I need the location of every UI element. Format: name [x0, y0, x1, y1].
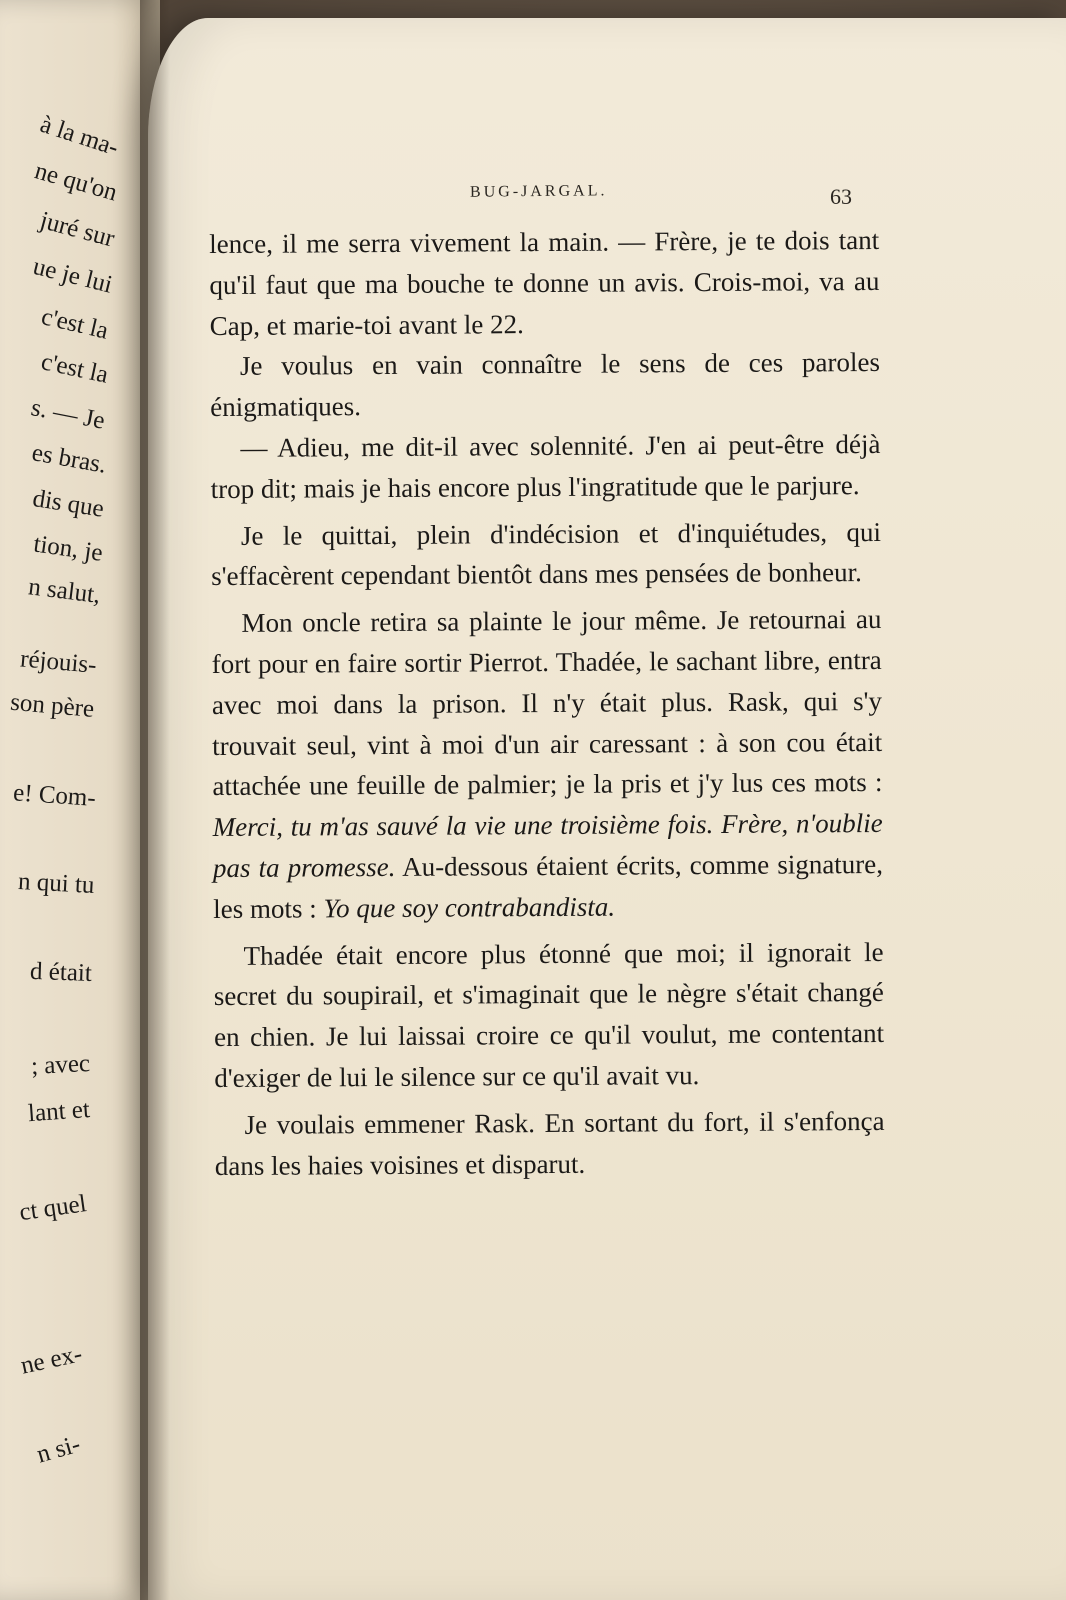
left-line: n qui tu: [17, 868, 95, 899]
left-line: à la ma-: [37, 110, 123, 162]
left-line: réjouis-: [18, 645, 98, 679]
running-head: BUG-JARGAL.: [469, 182, 608, 201]
left-line: ne ex-: [18, 1340, 85, 1380]
left-line: ue je lui: [30, 252, 116, 299]
paragraph: lence, il me serra vivement la main. — Frère, je te dois tant qu'il faut que ma bouche te donne un avis. Crois-moi, va au Cap, et marie-toi avant le 22.: [209, 224, 880, 341]
left-line: c'est la: [39, 303, 112, 345]
left-line: es bras.: [29, 439, 109, 479]
paragraph: — Adieu, me dit-il avec solennité. J'en ai peut-être déjà trop dit; mais je hais encore plus l'ingratitude que le parjure.: [210, 428, 881, 504]
left-line: dis que: [31, 484, 107, 523]
paragraph: Je voulais emmener Rask. En sortant du fort, il s'enfonça dans les haies voisines et disparut.: [214, 1105, 885, 1181]
paragraph-text: Au-dessous étaient écrits, comme signature, les mots :: [213, 848, 884, 924]
left-line: juré sur: [37, 206, 118, 253]
paragraph-text: Mon oncle retira sa plainte le jour même. Je retournai au fort pour en faire sortir Pierrot. Thadée, le sachant libre, entra avec moi dans la prison. Il n'y était plus. Rask, qui s'y trouvait seul, vint à moi d'un air caressant : à son cou était attachée une feuille de palmier; je la pris et j'y lus ces mots :: [211, 604, 883, 802]
left-line: c'est la: [39, 348, 111, 389]
left-page: [0, 0, 160, 1600]
left-line: n si-: [34, 1430, 84, 1469]
body-text: [209, 220, 885, 1186]
left-line: tion, je: [31, 530, 104, 567]
signature: Yo que soy contrabandista.: [323, 891, 616, 924]
left-line: son père: [9, 688, 96, 723]
gutter-shadow: [140, 0, 170, 1600]
left-line: e! Com-: [12, 779, 97, 812]
paragraph: Je voulus en vain connaître le sens de ces paroles énigmatiques.: [210, 347, 881, 423]
left-line: n salut,: [26, 573, 102, 609]
paragraph: Thadée était encore plus étonné que moi; il ignorait le secret du soupirail, et s'imaginait que le nègre s'était changé en chien. Je lui laissai croire ce qu'il voulut, me contentant d'exiger de lui le silence sur ce qu'il avait vu.: [213, 936, 885, 1093]
left-line: ; avec: [30, 1050, 91, 1081]
left-line: s. — Je: [28, 394, 107, 435]
paragraph: [211, 599, 883, 929]
left-line: lant et: [27, 1096, 91, 1128]
page-number: 63: [830, 184, 852, 209]
left-line: ct quel: [17, 1190, 88, 1227]
paragraph: Je le quittai, plein d'indécision et d'inquiétudes, qui s'effacèrent cependant bientôt dans mes pensées de bonheur.: [211, 516, 882, 592]
left-line: d était: [29, 957, 93, 987]
palm-leaf-message: Merci, tu m'as sauvé la vie une troisième fois. Frère, n'oublie pas ta promesse.: [212, 808, 883, 883]
left-line: ne qu'on: [31, 157, 120, 207]
